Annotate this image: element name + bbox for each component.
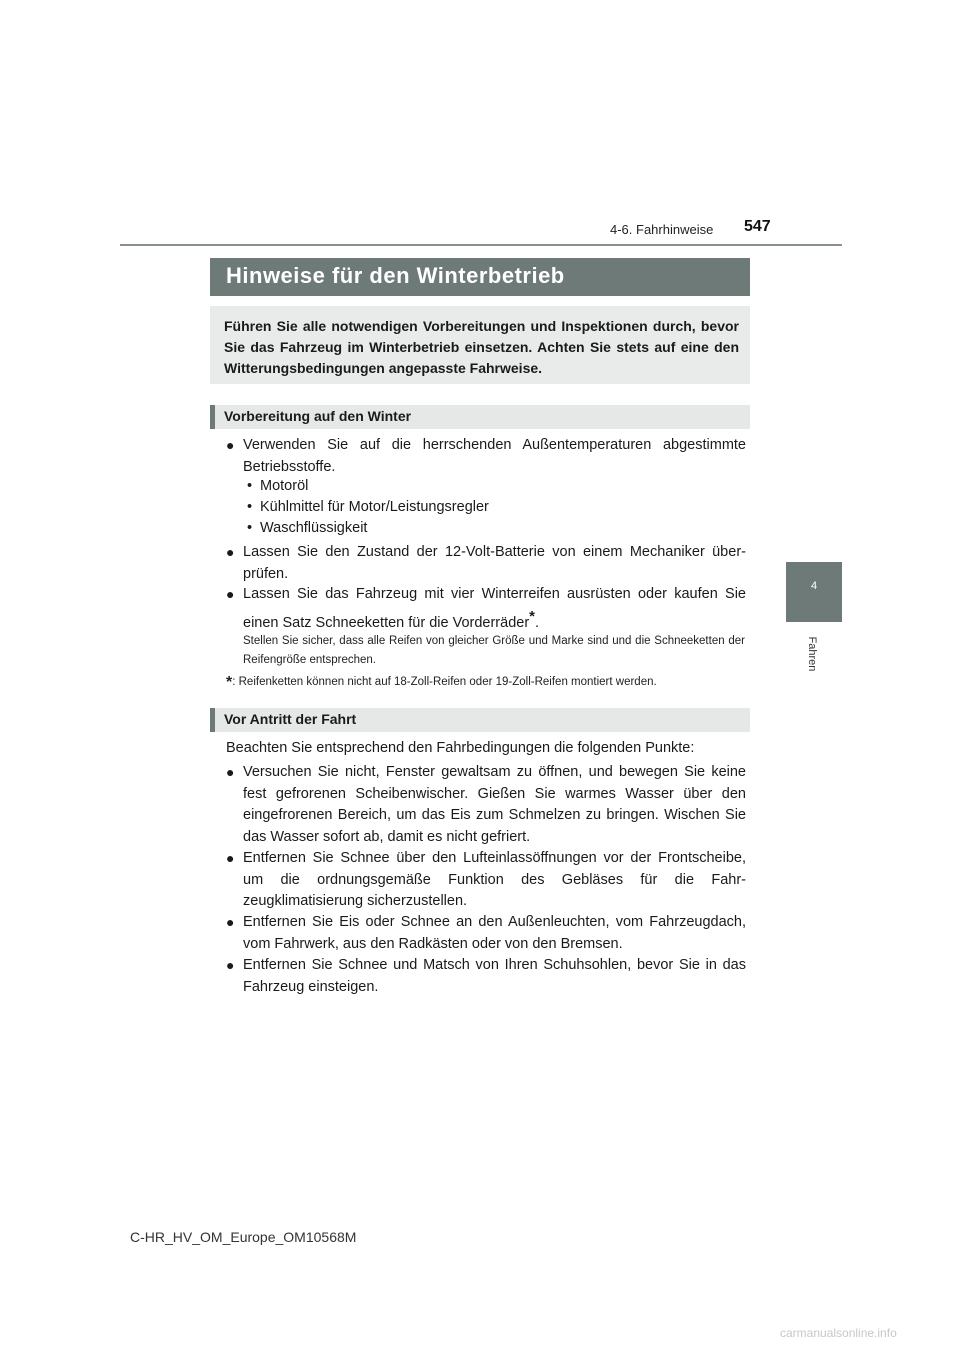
sub-list-item xyxy=(247,499,489,515)
list-item xyxy=(226,762,746,848)
subheader-text: Vorbereitung auf den Winter xyxy=(224,408,412,424)
list-item-text: Versuchen Sie nicht, Fenster gewaltsam zu öffnen, und bewegen Sie keine fest gefrorenen Scheibenwischer. Gießen Sie warmes Wasser über den eingefrorenen Bereich, um das Eis zum Schmelzen zu bringen. Wischen Sie das Wasser sofort ab, damit es nicht gefriert. xyxy=(243,764,746,845)
page-title: Hinweise für den Winterbetrieb xyxy=(226,263,565,288)
list-item xyxy=(226,912,746,955)
footnote-star-icon: * xyxy=(529,607,535,625)
sub-list-item xyxy=(247,478,308,494)
bullet-icon: ● xyxy=(226,850,235,866)
list-item-text: Entfernen Sie Schnee und Matsch von Ihren Schuhsohlen, bevor Sie in das Fahrzeug einsteigen. xyxy=(243,957,746,995)
bullet-icon: ● xyxy=(226,586,235,602)
chapter-label: Fahren xyxy=(806,636,818,672)
list-item xyxy=(226,955,746,998)
bullet-icon: ● xyxy=(226,437,235,453)
bullet-icon: ● xyxy=(226,914,235,930)
sub-list-item-text: Motoröl xyxy=(260,478,309,494)
sub-list-item xyxy=(247,520,367,536)
document-id: C-HR_HV_OM_Europe_OM10568M xyxy=(130,1229,357,1245)
watermark: carmanualsonline.info xyxy=(780,1326,897,1340)
bullet-icon: ● xyxy=(226,544,235,560)
subheader-text: Vor Antritt der Fahrt xyxy=(224,711,357,727)
page-number: 547 xyxy=(744,218,771,235)
bullet-icon: ● xyxy=(226,957,235,973)
list-item-text: Lassen Sie das Fahrzeug mit vier Winterreifen ausrüsten oder kaufen Sie einen Satz Schneeketten für die Vorderräder xyxy=(243,586,746,631)
note-text: Stellen Sie sicher, dass alle Reifen von gleicher Größe und Marke sind und die Schneeketten der Reifengröße entsprechen. xyxy=(243,635,745,666)
subheader-winter-prep xyxy=(210,405,750,429)
bullet-dot-icon: • xyxy=(247,520,253,536)
bullet-icon: ● xyxy=(226,764,235,780)
list-item-text: Entfernen Sie Schnee über den Lufteinlassöffnungen vor der Frontscheibe, um die ordnungsgemäße Funktion des Gebläses für die Fahrzeugklimatisierung sicherzustellen. xyxy=(243,850,746,909)
lead-text: Beachten Sie entsprechend den Fahrbedingungen die folgenden Punkte: xyxy=(226,740,695,756)
sub-list-item-text: Kühlmittel für Motor/Leistungsregler xyxy=(260,499,489,515)
page-title-bar xyxy=(210,258,750,296)
list-item-text: Verwenden Sie auf die herrschenden Außentemperaturen abgestimmte Betriebsstoffe. xyxy=(243,437,746,475)
list-item xyxy=(226,435,746,478)
subheader-before-driving xyxy=(210,708,750,732)
intro-box xyxy=(210,306,750,384)
footnote xyxy=(226,674,657,692)
section-label: 4-6. Fahrhinweise xyxy=(610,222,714,237)
list-item xyxy=(226,848,746,913)
bullet-dot-icon: • xyxy=(247,499,253,515)
list-item-text: Lassen Sie den Zustand der 12-Volt-Batterie von einem Mechaniker überprüfen. xyxy=(243,544,746,582)
chapter-number: 4 xyxy=(810,580,818,592)
chapter-tab xyxy=(786,562,842,622)
header-rule xyxy=(120,244,842,246)
footnote-star-icon: * xyxy=(226,674,233,691)
list-item: ● Lassen Sie das Fahrzeug mit vier Winterreifen ausrüsten oder kaufen Sie einen Satz Schneeketten für die Vorderräder*. xyxy=(226,586,746,631)
footnote-text: : Reifenketten können nicht auf 18-Zoll-Reifen oder 19-Zoll-Reifen montiert werden. xyxy=(232,676,657,688)
sub-list-item-text: Waschflüssigkeit xyxy=(260,520,368,536)
intro-text: Führen Sie alle notwendigen Vorbereitungen und Inspektionen durch, bevor Sie das Fahrzeug im Winterbetrieb einsetzen. Achten Sie stets auf eine den Witterungsbedingungen angepasste Fahrweise. xyxy=(224,318,739,376)
bullet-dot-icon: • xyxy=(247,478,253,494)
list-item-text: Entfernen Sie Eis oder Schnee an den Außenleuchten, vom Fahrzeugdach, vom Fahrwerk, aus den Radkästen oder von den Bremsen. xyxy=(243,914,746,952)
list-item xyxy=(226,542,746,585)
